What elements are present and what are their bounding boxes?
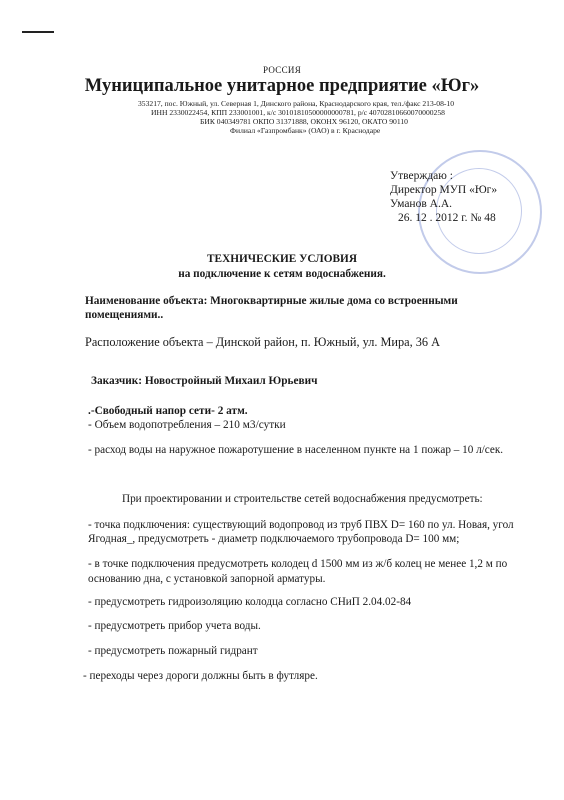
approval-line-1: Утверждаю :	[390, 170, 453, 182]
param-fire-flow: - расход воды на наружное пожаротушение в населенном пункте на 1 пожар – 10 л/сек.	[88, 444, 504, 456]
req-item6: - переходы через дороги должны быть в футляре.	[83, 670, 318, 682]
req-item1-line1: - точка подключения: существующий водопровод из труб ПВХ D= 160 по ул. Новая, угол	[88, 519, 514, 531]
req-item1-line2: Ягодная_, предусмотреть - диаметр подключаемого трубопровода D= 100 мм;	[88, 533, 460, 545]
param-pressure: .-Свободный напор сети- 2 атм.	[88, 405, 248, 417]
req-item5: - предусмотреть пожарный гидрант	[88, 645, 258, 657]
object-location: Расположение объекта – Динской район, п. Южный, ул. Мира, 36 А	[85, 335, 441, 349]
organization-name: Муниципальное унитарное предприятие «Юг»	[84, 76, 480, 96]
approval-line-3: Уманов А.А.	[390, 198, 453, 210]
header-country: РОССИЯ	[262, 65, 302, 75]
document-title: ТЕХНИЧЕСКИЕ УСЛОВИЯ	[207, 253, 357, 265]
requisites-inn: ИНН 2330022454, КПП 233001001, к/с 30101810500000000781, р/с 40702810660070000258	[151, 108, 445, 117]
requisites-address: 353217, пос. Южный, ул. Северная 1, Динского района, Краснодарского края, тел./факс 213-08-10	[138, 99, 455, 108]
approval-line-2: Директор МУП «Юг»	[390, 184, 498, 196]
param-consumption: - Объем водопотребления – 210 м3/сутки	[88, 419, 286, 431]
req-item4: - предусмотреть прибор учета воды.	[88, 620, 261, 632]
req-item2-line2: основанию дна, с установкой запорной арматуры.	[88, 573, 326, 585]
object-name-line2: помещениями..	[85, 309, 164, 321]
customer: Заказчик: Новостройный Михаил Юрьевич	[91, 375, 318, 387]
req-item2-line1: - в точке подключения предусмотреть колодец d 1500 мм из ж/б колец не менее 1,2 м по	[88, 558, 508, 570]
approval-date: 26. 12 . 2012 г. № 48	[398, 212, 496, 224]
requirements-intro: При проектировании и строительстве сетей водоснабжения предусмотреть:	[122, 493, 483, 505]
requisites-bik: БИК 040349781 ОКПО 31371888, ОКОНХ 96120, ОКАТО 90110	[200, 117, 408, 126]
document-subtitle: на подключение к сетям водоснабжения.	[178, 268, 386, 280]
object-name-line1: Наименование объекта: Многоквартирные жилые дома со встроенными	[85, 295, 458, 307]
requisites-bank: Филиал «Газпромбанк» (ОАО) в г. Краснодаре	[230, 126, 381, 135]
req-item3: - предусмотреть гидроизоляцию колодца согласно СНиП 2.04.02-84	[88, 596, 412, 608]
corner-mark	[22, 31, 54, 33]
